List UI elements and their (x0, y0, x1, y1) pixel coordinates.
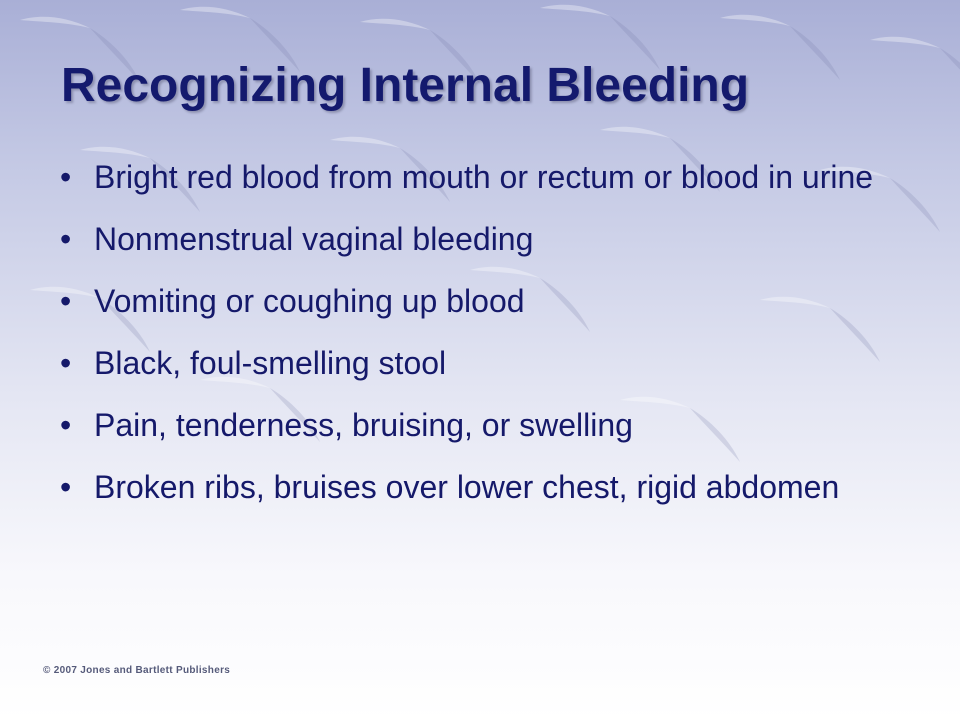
bullet-item: • Broken ribs, bruises over lower chest, rigid abdomen (60, 468, 910, 507)
bullet-item: • Pain, tenderness, bruising, or swelling (60, 406, 910, 445)
bullet-item: • Bright red blood from mouth or rectum or blood in urine (60, 158, 910, 197)
bullet-list (60, 158, 910, 530)
bullet-item: • Black, foul-smelling stool (60, 344, 910, 383)
bullet-item: • Nonmenstrual vaginal bleeding (60, 220, 910, 259)
copyright-notice: © 2007 Jones and Bartlett Publishers (43, 665, 231, 676)
bullet-item: • Vomiting or coughing up blood (60, 282, 910, 321)
slide-title: Recognizing Internal Bleeding (61, 59, 750, 112)
